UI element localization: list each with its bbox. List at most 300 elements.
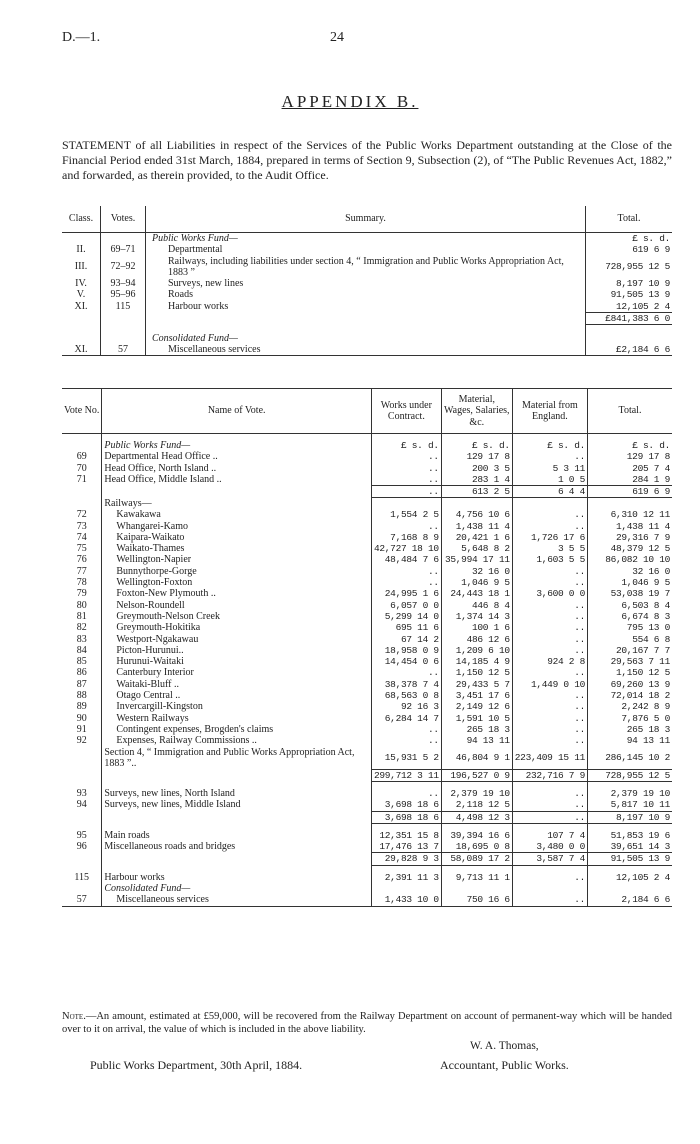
appendix-title: APPENDIX B.: [281, 92, 419, 111]
vote-name: Head Office, Middle Island ..: [102, 474, 372, 486]
table-row: [62, 894, 672, 906]
total-cell: 69,260 13 9: [610, 678, 670, 690]
blank-cell: [62, 853, 102, 865]
blank-cell: [102, 769, 372, 781]
blank-cell: [146, 313, 586, 325]
works-cell: 1,554 2 5: [371, 509, 441, 520]
subtotal-row: [62, 769, 672, 781]
total-cell: 554 6 8: [632, 633, 670, 645]
material-cell: 4,756 10 6: [441, 509, 512, 520]
table-row: [62, 747, 672, 770]
england-cell: ..: [512, 577, 587, 588]
vote-name: Departmental Head Office ..: [102, 451, 372, 462]
works-cell: 2,391 11 3: [371, 872, 441, 883]
total-cell: 619 6 9: [632, 244, 670, 256]
england-cell: 1,449 0 10: [512, 679, 587, 690]
summary-cell: Harbour works: [146, 301, 586, 313]
vote-name: Kaipara-Waikato: [102, 532, 372, 543]
table-row: [62, 244, 672, 255]
table-row: [62, 451, 672, 462]
blank-cell: [62, 486, 102, 498]
material-cell: 2,149 12 6: [441, 701, 512, 712]
works-cell: ..: [371, 667, 441, 678]
material-cell: 100 1 6: [441, 622, 512, 633]
votes-cell: 69–71: [101, 244, 146, 255]
england-cell: ..: [512, 713, 587, 724]
works-cell: 92 16 3: [371, 701, 441, 712]
statement-text: of all Liabilities in respect of the Services of the Public Works Department outstanding at the Close of the Financial Period ended 31st March, 1884, prepared in terms of Section 9, Subsection (2), of “The Public Revenues Act, 1882,” and forwarded, as therein provided, to the Audit Office.: [62, 138, 672, 182]
england-cell: ..: [512, 735, 587, 746]
material-cell: 24,443 18 1: [441, 588, 512, 599]
works-cell: 67 14 2: [371, 634, 441, 645]
blank-cell: [102, 811, 372, 823]
material-cell: 5,648 8 2: [441, 543, 512, 554]
vote-number: 92: [76, 735, 87, 747]
vote-name: Bunnythorpe-Gorge: [102, 566, 372, 577]
works-cell: ..: [371, 788, 441, 799]
works-subtotal: 3,698 18 6: [371, 811, 441, 823]
blank-cell: [588, 883, 673, 894]
material-cell: 1,591 10 5: [441, 713, 512, 724]
votes-cell: 115: [101, 301, 146, 313]
total-cell: 86,082 10 10: [605, 554, 670, 566]
table-row: [62, 713, 672, 724]
vote-name: Canterbury Interior: [102, 667, 372, 678]
votes-cell: 72–92: [101, 256, 146, 279]
vote-name: Foxton-New Plymouth ..: [102, 588, 372, 599]
works-cell: 68,563 0 8: [371, 690, 441, 701]
signature: W. A. Thomas,: [470, 1040, 539, 1052]
works-cell: 5,299 14 0: [371, 611, 441, 622]
vote-name: Miscellaneous services: [102, 894, 372, 906]
total-cell: 6,310 12 11: [610, 509, 670, 521]
vote-name: Surveys, new lines, North Island: [102, 788, 372, 799]
summary-cell: Departmental: [146, 244, 586, 255]
works-cell: 48,484 7 6: [371, 554, 441, 565]
currency-header: £ s. d.: [371, 440, 441, 451]
works-cell: ..: [371, 474, 441, 486]
fund-row: [62, 325, 672, 344]
table-row: [62, 872, 672, 883]
page-ref: D.—1.: [62, 30, 101, 45]
material-cell: 9,713 11 1: [441, 872, 512, 883]
vote-name: Miscellaneous roads and bridges: [102, 841, 372, 853]
vote-name: Waikato-Thames: [102, 543, 372, 554]
works-cell: 15,931 5 2: [371, 747, 441, 770]
vote-number: 94: [76, 799, 87, 811]
vote-number: 85: [76, 656, 87, 668]
total-cell: 39,651 14 3: [610, 841, 670, 853]
vote-name: Westport-Ngakawau: [102, 634, 372, 645]
table-row: [62, 278, 672, 289]
england-subtotal: 3,587 7 4: [512, 853, 587, 865]
table-row: [62, 509, 672, 520]
class-cell: XI.: [74, 301, 88, 313]
vote-number: 70: [76, 462, 87, 474]
material-subtotal: 613 2 5: [441, 486, 512, 498]
total-cell: 7,876 5 0: [621, 712, 670, 724]
total-subtotal: 728,955 12 5: [588, 769, 673, 781]
england-cell: ..: [512, 566, 587, 577]
works-cell: ..: [371, 566, 441, 577]
table-row: [62, 588, 672, 599]
total-cell: 265 18 3: [626, 723, 670, 735]
total-cell: 53,038 19 7: [610, 588, 670, 600]
vote-number: 82: [76, 622, 87, 634]
vote-name: Hurunui-Waitaki: [102, 656, 372, 667]
vote-number: 90: [76, 712, 87, 724]
total-cell: 129 17 8: [626, 451, 670, 463]
vote-name: Harbour works: [102, 872, 372, 883]
england-cell: 223,409 15 11: [512, 747, 587, 770]
total-cell: £2,184 6 6: [586, 344, 673, 356]
table-row: [62, 690, 672, 701]
material-cell: 29,433 5 7: [441, 679, 512, 690]
header-name: Name of Vote.: [102, 389, 372, 434]
material-cell: 750 16 6: [441, 894, 512, 906]
material-cell: 2,118 12 5: [441, 799, 512, 811]
material-subtotal: 58,089 17 2: [441, 853, 512, 865]
blank-cell: [62, 769, 102, 781]
blank-cell: [102, 486, 372, 498]
total-cell: 29,316 7 9: [615, 531, 670, 543]
blank-cell: [371, 883, 441, 894]
header-vote-no: Vote No.: [62, 389, 102, 434]
vote-name: Wellington-Foxton: [102, 577, 372, 588]
vote-number: 76: [76, 554, 87, 566]
table-row: [62, 841, 672, 853]
total-cell: 205 7 4: [632, 462, 670, 474]
material-cell: 1,374 14 3: [441, 611, 512, 622]
table-row: [62, 634, 672, 645]
england-subtotal: ..: [512, 811, 587, 823]
england-cell: ..: [512, 799, 587, 811]
vote-number: 87: [76, 678, 87, 690]
total-cell: 795 13 0: [626, 622, 670, 634]
england-cell: 1 0 5: [512, 474, 587, 486]
footer-title: Accountant, Public Works.: [440, 1058, 569, 1072]
blank-cell: [62, 325, 101, 344]
vote-name: Invercargill-Kingston: [102, 701, 372, 712]
vote-name: Expenses, Railway Commissions ..: [102, 735, 372, 746]
table-row: [62, 463, 672, 474]
vote-number: 83: [76, 633, 87, 645]
total-cell: 29,563 7 11: [610, 656, 670, 668]
material-subtotal: 4,498 12 3: [441, 811, 512, 823]
england-cell: 924 2 8: [512, 656, 587, 667]
header-england: Material from England.: [512, 389, 587, 434]
england-cell: ..: [512, 667, 587, 678]
works-cell: 6,284 14 7: [371, 713, 441, 724]
blank-cell: [586, 325, 673, 344]
england-cell: ..: [512, 521, 587, 532]
works-subtotal: 299,712 3 11: [371, 769, 441, 781]
material-cell: 39,394 16 6: [441, 830, 512, 841]
section-label: Consolidated Fund—: [102, 883, 372, 894]
blank-cell: [441, 883, 512, 894]
class-cell: V.: [76, 289, 86, 301]
table-row: [62, 554, 672, 565]
vote-name: Greymouth-Hokitika: [102, 622, 372, 633]
note-label: Note.: [62, 1011, 86, 1022]
total-cell: 8,197 10 9: [615, 278, 670, 290]
material-cell: 2,379 19 10: [441, 788, 512, 799]
currency-header: £ s. d.: [441, 440, 512, 451]
total-subtotal: 8,197 10 9: [588, 811, 673, 823]
material-cell: 14,185 4 9: [441, 656, 512, 667]
note: [62, 1010, 672, 1036]
works-cell: ..: [371, 735, 441, 746]
england-cell: 3 5 5: [512, 543, 587, 554]
material-cell: 283 1 4: [441, 474, 512, 486]
summary-cell: Roads: [146, 289, 586, 300]
blank-cell: [62, 233, 101, 245]
vote-number: 86: [76, 667, 87, 679]
vote-name: Waitaki-Bluff ..: [102, 679, 372, 690]
page-number: 24: [330, 30, 344, 45]
vote-number: 84: [76, 644, 87, 656]
total-cell: 72,014 18 2: [610, 690, 670, 702]
vote-number: 115: [74, 871, 89, 883]
works-cell: 24,995 1 6: [371, 588, 441, 599]
total-subtotal: 619 6 9: [588, 486, 673, 498]
table-row: [62, 301, 672, 313]
blank-cell: [371, 498, 441, 509]
vote-number: 95: [76, 829, 87, 841]
total-cell: 94 13 11: [626, 735, 670, 747]
vote-name: Picton-Hurunui..: [102, 645, 372, 656]
blank-cell: [441, 498, 512, 509]
total-cell: 1,150 12 5: [615, 667, 670, 679]
summary-table: [62, 206, 672, 356]
total-cell: 91,505 13 9: [610, 289, 670, 301]
total-cell: 6,674 8 3: [621, 610, 670, 622]
material-cell: 1,150 12 5: [441, 667, 512, 678]
statement-lead: STATEMENT: [62, 138, 131, 152]
vote-number: [62, 747, 102, 770]
currency-header: £ s. d.: [512, 440, 587, 451]
fund-label: Public Works Fund—: [102, 440, 372, 451]
total-cell: 48,379 12 5: [610, 543, 670, 555]
header-works: Works under Contract.: [371, 389, 441, 434]
header-summary: Summary.: [146, 206, 586, 233]
material-cell: 265 18 3: [441, 724, 512, 735]
material-cell: 1,209 6 10: [441, 645, 512, 656]
class-cell: III.: [74, 261, 88, 273]
summary-cell: Surveys, new lines: [146, 278, 586, 289]
table-row: [62, 611, 672, 622]
blank-cell: [101, 313, 146, 325]
table-row: [62, 799, 672, 811]
works-cell: 38,378 7 4: [371, 679, 441, 690]
works-cell: ..: [371, 463, 441, 474]
vote-name: Head Office, North Island ..: [102, 463, 372, 474]
vote-number: 89: [76, 701, 87, 713]
section-label: Railways—: [102, 498, 372, 509]
vote-name: Contingent expenses, Brogden's claims: [102, 724, 372, 735]
england-subtotal: 6 4 4: [512, 486, 587, 498]
material-cell: 20,421 1 6: [441, 532, 512, 543]
currency-row: [62, 440, 672, 451]
total-cell: 51,853 19 6: [610, 829, 670, 841]
header-total: Total.: [586, 206, 673, 233]
works-cell: 17,476 13 7: [371, 841, 441, 853]
england-cell: 1,603 5 5: [512, 554, 587, 565]
england-cell: ..: [512, 788, 587, 799]
total-cell: 1,046 9 5: [621, 577, 670, 589]
footer-department: Public Works Department, 30th April, 1884.: [90, 1058, 303, 1072]
table-row: [62, 543, 672, 554]
blank-cell: [101, 325, 146, 344]
vote-number: 78: [76, 577, 87, 589]
vote-number: 73: [76, 520, 87, 532]
vote-number: 91: [76, 723, 87, 735]
total-cell: 32 16 0: [632, 565, 670, 577]
header-material: Material, Wages, Salaries, &c.: [441, 389, 512, 434]
vote-name: Western Railways: [102, 713, 372, 724]
works-cell: 6,057 0 0: [371, 600, 441, 611]
table-row: [62, 622, 672, 633]
england-subtotal: 232,716 7 9: [512, 769, 587, 781]
blank-cell: [588, 498, 673, 509]
votes-cell: 93–94: [101, 278, 146, 289]
england-cell: 107 7 4: [512, 830, 587, 841]
vote-number: 71: [76, 474, 87, 486]
subtotal-row: [62, 486, 672, 498]
material-cell: 32 16 0: [441, 566, 512, 577]
table-row: [62, 656, 672, 667]
table-row: [62, 532, 672, 543]
total-cell: 12,105 2 4: [615, 871, 670, 883]
works-subtotal: ..: [371, 486, 441, 498]
table-row: [62, 735, 672, 746]
material-cell: 35,994 17 11: [441, 554, 512, 565]
table-row: [62, 344, 672, 356]
england-cell: ..: [512, 451, 587, 462]
header-class: Class.: [62, 206, 101, 233]
total-cell: 284 1 9: [632, 473, 670, 485]
currency-header: £ s. d.: [632, 233, 670, 244]
england-cell: ..: [512, 600, 587, 611]
total-cell: 2,184 6 6: [588, 894, 673, 906]
works-cell: 1,433 10 0: [371, 894, 441, 906]
works-subtotal: 29,828 9 3: [371, 853, 441, 865]
material-cell: 1,438 11 4: [441, 521, 512, 532]
table-row: [62, 289, 672, 300]
blank-cell: [62, 883, 102, 894]
summary-cell: Railways, including liabilities under section 4, “ Immigration and Public Works Appropriation Act, 1883 ”: [146, 256, 586, 279]
table-row: [62, 256, 672, 279]
total-cell: 2,242 8 9: [621, 701, 670, 713]
total-subtotal: 91,505 13 9: [588, 853, 673, 865]
material-cell: 1,046 9 5: [441, 577, 512, 588]
class-cell: IV.: [75, 278, 87, 290]
vote-name: Surveys, new lines, Middle Island: [102, 799, 372, 811]
england-cell: ..: [512, 872, 587, 883]
total-cell: 5,817 10 11: [610, 799, 670, 811]
england-cell: ..: [512, 622, 587, 633]
vote-name: Kawakawa: [102, 509, 372, 520]
works-cell: 18,958 0 9: [371, 645, 441, 656]
material-subtotal: 196,527 0 9: [441, 769, 512, 781]
currency-row: [62, 233, 672, 245]
material-cell: 129 17 8: [441, 451, 512, 462]
vote-name: Wellington-Napier: [102, 554, 372, 565]
vote-number: 88: [76, 690, 87, 702]
table-row: [62, 679, 672, 690]
detail-table: [62, 388, 672, 907]
table-row: [62, 521, 672, 532]
total-cell: 6,503 8 4: [621, 599, 670, 611]
works-cell: ..: [371, 451, 441, 462]
blank-cell: [62, 440, 102, 451]
subtotal-row: [62, 313, 672, 325]
material-cell: 46,804 9 1: [441, 747, 512, 770]
vote-number: 69: [76, 451, 87, 463]
works-cell: ..: [371, 577, 441, 588]
table-row: [62, 577, 672, 588]
material-cell: 18,695 0 8: [441, 841, 512, 853]
england-cell: ..: [512, 724, 587, 735]
vote-number: 74: [76, 531, 87, 543]
vote-number: 77: [76, 565, 87, 577]
england-cell: ..: [512, 634, 587, 645]
material-cell: 3,451 17 6: [441, 690, 512, 701]
class-cell: II.: [76, 244, 86, 256]
works-cell: ..: [371, 724, 441, 735]
vote-number: 79: [76, 588, 87, 600]
england-cell: 1,726 17 6: [512, 532, 587, 543]
works-cell: 14,454 0 6: [371, 656, 441, 667]
section-row: [62, 498, 672, 509]
statement-paragraph: [62, 138, 672, 183]
vote-number: 93: [76, 787, 87, 799]
table-row: [62, 701, 672, 712]
blank-cell: [62, 811, 102, 823]
works-cell: 695 11 6: [371, 622, 441, 633]
total-cell: 12,105 2 4: [615, 300, 670, 312]
note-text: —An amount, estimated at £59,000, will be recovered from the Railway Department on account of permanent-way which will be handed over to it on arrival, the value of which is included in the above liability.: [62, 1011, 672, 1035]
england-cell: ..: [512, 894, 587, 906]
england-cell: 3,600 0 0: [512, 588, 587, 599]
table-row: [62, 724, 672, 735]
table-row: [62, 474, 672, 486]
england-cell: 3,480 0 0: [512, 841, 587, 853]
vote-name: Greymouth-Nelson Creek: [102, 611, 372, 622]
total-cell: 2,379 19 10: [610, 787, 670, 799]
england-cell: ..: [512, 611, 587, 622]
fund-row: [62, 883, 672, 894]
vote-name: Section 4, “ Immigration and Public Works Appropriation Act, 1883 ”..: [102, 747, 372, 770]
header-votes: Votes.: [101, 206, 146, 233]
blank-cell: [102, 853, 372, 865]
blank-cell: [512, 498, 587, 509]
table-row: [62, 566, 672, 577]
blank-cell: [62, 313, 101, 325]
material-cell: 486 12 6: [441, 634, 512, 645]
works-cell: 42,727 18 10: [371, 543, 441, 554]
subtotal-row: [62, 811, 672, 823]
header-total: Total.: [588, 389, 673, 434]
works-cell: 12,351 15 8: [371, 830, 441, 841]
table-row: [62, 645, 672, 656]
total-cell: 286,145 10 2: [605, 751, 670, 763]
works-cell: ..: [371, 521, 441, 532]
table-row: [62, 600, 672, 611]
england-cell: ..: [512, 690, 587, 701]
total-cell: 1,438 11 4: [615, 520, 670, 532]
works-cell: 3,698 18 6: [371, 799, 441, 811]
